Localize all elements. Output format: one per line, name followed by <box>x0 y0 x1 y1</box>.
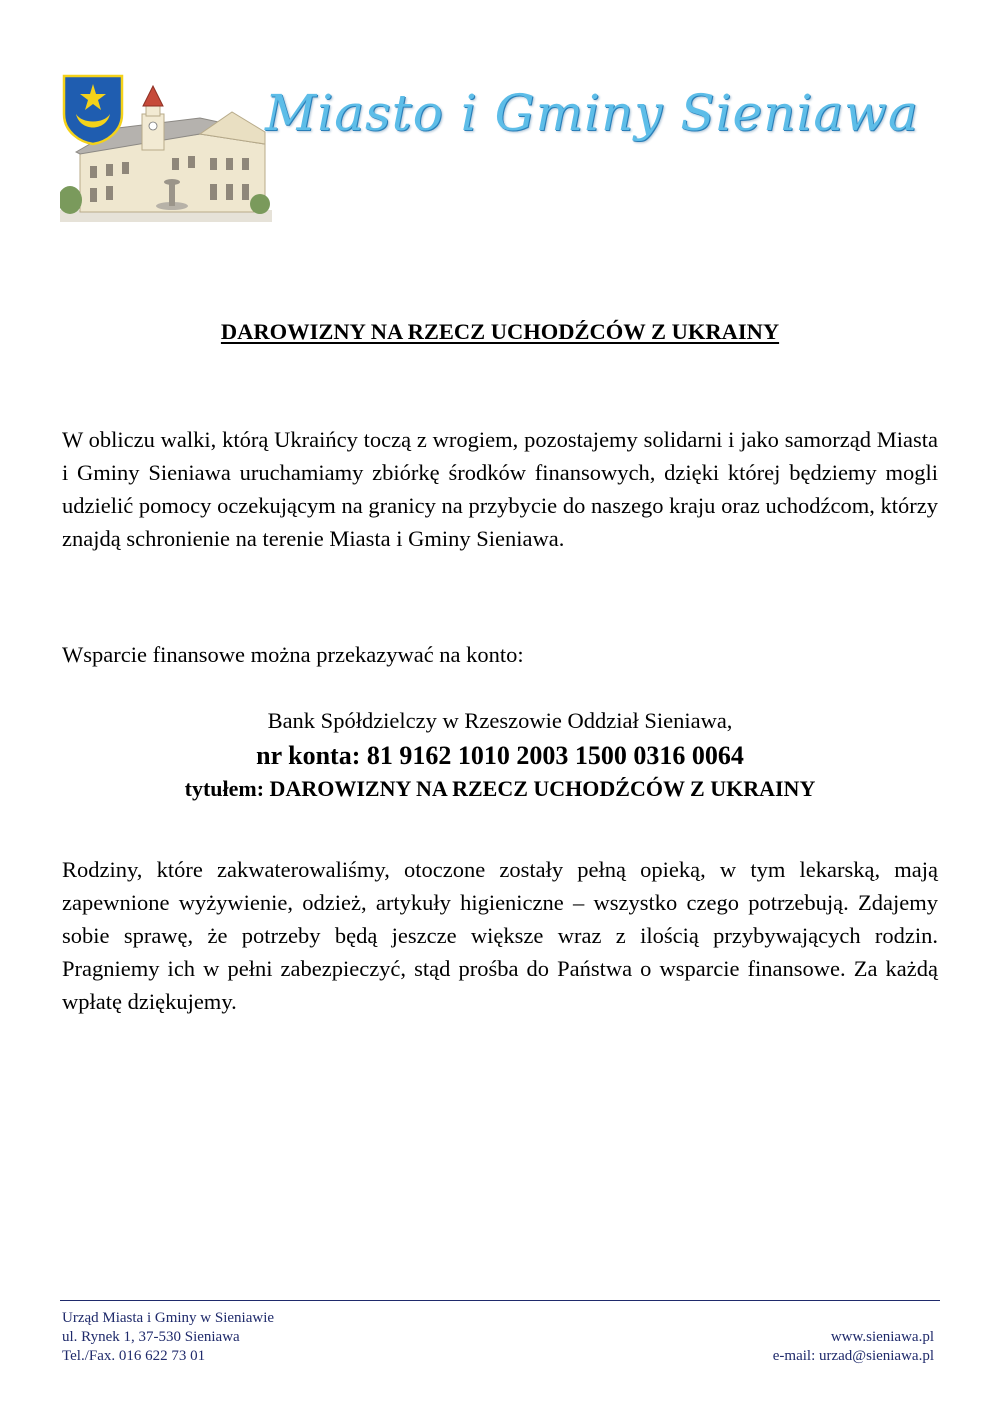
bank-details <box>60 704 940 804</box>
footer-contact-block <box>773 1328 934 1366</box>
document-title: DAROWIZNY NA RZECZ UCHODŹCÓW Z UKRAINY <box>220 319 780 344</box>
footer-office-name: Urząd Miasta i Gminy w Sieniawie <box>62 1310 275 1326</box>
letterhead <box>60 72 919 222</box>
account-number: nr konta: 81 9162 1010 2003 1500 0316 0064 <box>256 741 744 770</box>
coat-of-arms-icon <box>62 74 124 146</box>
footer-divider <box>60 1300 940 1301</box>
transfer-instruction: Wsparcie finansowe można przekazywać na konto: <box>62 642 524 667</box>
footer-email-link[interactable]: e-mail: urzad@sieniawa.pl <box>772 1348 934 1364</box>
footer-phone: Tel./Fax. 016 622 73 01 <box>62 1348 206 1364</box>
closing-paragraph: Rodziny, które zakwaterowaliśmy, otoczone zostały pełną opieką, w tym lekarską, mają zapewnione wyżywienie, odzież, artykuły higieniczne – wszystko czego potrzebują. Zdajemy sobie sprawę, że potrzeby będą jeszcze większe wraz z ilością przybywających rodzin. Pragniemy ich w pełni zabezpieczyć, stąd prośba do Państwa o wsparcie finansowe. Za każdą wpłatę dziękujemy. <box>62 857 938 1014</box>
transfer-title: tytułem: DAROWIZNY NA RZECZ UCHODŹCÓW Z UKRAINY <box>184 776 816 801</box>
brand-title: Miasto i Gminy Sieniawa <box>265 84 919 142</box>
footer-address: ul. Rynek 1, 37-530 Sieniawa <box>62 1329 240 1345</box>
footer-website-link[interactable]: www.sieniawa.pl <box>830 1329 934 1345</box>
intro-paragraph: W obliczu walki, którą Ukraińcy toczą z wrogiem, pozostajemy solidarni i jako samorząd Miasta i Gminy Sieniawa uruchamiamy zbiórkę środków finansowych, dzięki której będziemy mogli udzielić pomocy oczekującym na granicy na przybycie do naszego kraju oraz uchodźcom, którzy znajdą schronienie na terenie Miasta i Gminy Sieniawa. <box>62 427 938 551</box>
bank-name: Bank Spółdzielczy w Rzeszowie Oddział Sieniawa, <box>267 708 733 733</box>
footer-address-block <box>62 1309 274 1366</box>
